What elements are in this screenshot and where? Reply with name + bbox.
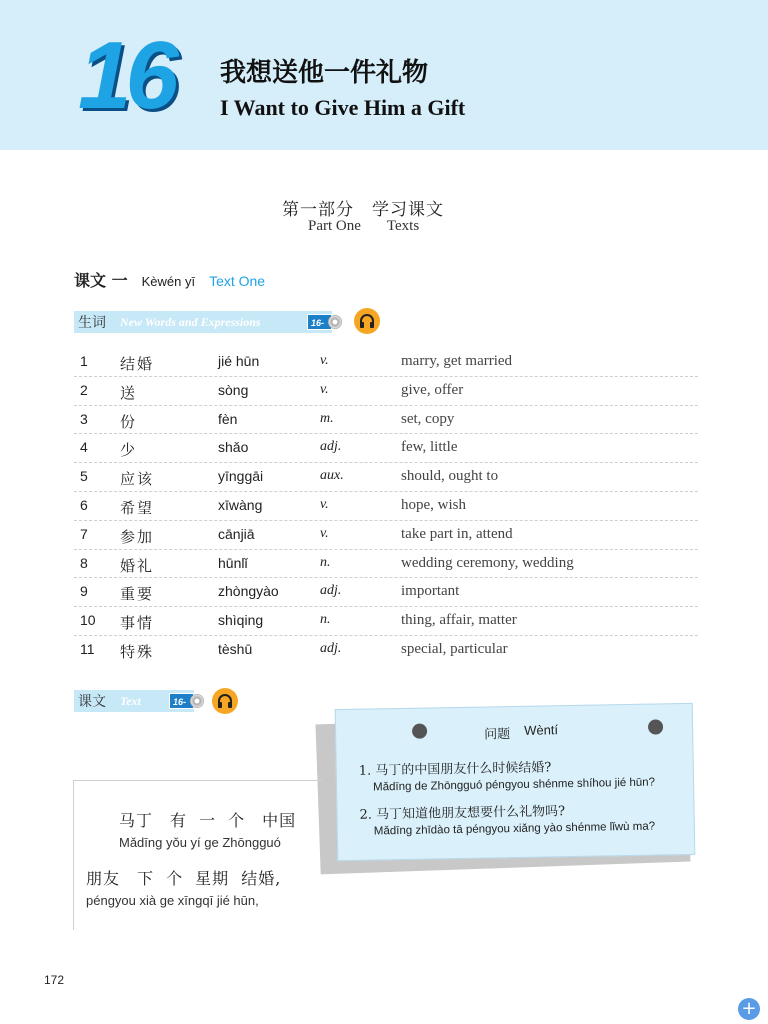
- vocab-meaning: special, particular: [401, 640, 508, 657]
- vocab-meaning: take part in, attend: [401, 525, 513, 542]
- vocab-pinyin: xīwàng: [218, 496, 263, 513]
- vocab-number: 7: [80, 525, 88, 542]
- vocab-number: 5: [80, 468, 88, 485]
- vocab-part-of-speech: m.: [320, 410, 334, 426]
- lesson-number: 16: [78, 22, 173, 129]
- vocab-pinyin: hūnlǐ: [218, 554, 248, 571]
- question-item: [359, 799, 655, 838]
- vocabulary-row: [74, 521, 698, 550]
- lesson-title-chinese: 我想送他一件礼物: [220, 58, 429, 88]
- question-chinese: 1. 马丁的中国朋友什么时候结婚?: [358, 760, 552, 779]
- vocab-number: 9: [80, 583, 88, 600]
- dialogue-line: [86, 866, 281, 908]
- vocab-number: 10: [80, 612, 96, 629]
- vocab-number: 2: [80, 381, 88, 398]
- vocabulary-row: [74, 636, 698, 665]
- vocab-part-of-speech: aux.: [320, 468, 344, 484]
- dialogue-chinese: 朋友 下 个 星期 结婚,: [86, 869, 282, 888]
- cd-icon: [328, 315, 342, 329]
- clock-icon: [412, 724, 427, 739]
- text-one-heading: [74, 268, 265, 291]
- vocab-word: 特殊: [120, 642, 155, 661]
- audio-track-badge[interactable]: 16-1: [307, 314, 332, 330]
- vocab-part-of-speech: n.: [320, 554, 331, 570]
- vocab-word: 少: [120, 441, 138, 460]
- part-title-chinese: 第一部分 学习课文: [282, 200, 444, 220]
- vocab-number: 3: [80, 410, 88, 427]
- vocab-pinyin: tèshū: [218, 640, 253, 657]
- headphones-icon[interactable]: [212, 688, 238, 714]
- vocab-word: 事情: [120, 614, 155, 633]
- question-pinyin: Mǎdīng zhīdào tā péngyou xiǎng yào shénme lǐwù ma?: [373, 820, 656, 838]
- cd-icon: [190, 694, 204, 708]
- vocab-pinyin: zhòngyào: [218, 583, 279, 600]
- vocabulary-row: [74, 463, 698, 492]
- text-english-label: Text: [120, 693, 141, 708]
- vocab-meaning: marry, get married: [401, 353, 513, 369]
- new-words-bar: [74, 311, 332, 344]
- question-item: [359, 755, 656, 794]
- vocab-number: 11: [80, 640, 95, 657]
- vocab-part-of-speech: n.: [320, 612, 331, 628]
- vocab-part-of-speech: v.: [320, 525, 329, 541]
- vocab-pinyin: shǎo: [218, 439, 249, 456]
- vocab-meaning: thing, affair, matter: [401, 612, 517, 629]
- dialogue-text: [73, 780, 323, 930]
- vocab-part-of-speech: adj.: [320, 583, 342, 599]
- vocabulary-table: [74, 348, 698, 665]
- vocab-pinyin: shìqing: [218, 612, 264, 629]
- vocabulary-row: [74, 406, 698, 435]
- text-label: 课文: [78, 694, 106, 710]
- add-button[interactable]: +: [738, 998, 760, 1020]
- questions-card: [335, 703, 696, 861]
- vocab-word: 份: [120, 412, 138, 431]
- questions-title-pinyin: Wèntí: [523, 722, 559, 738]
- question-chinese: 2. 马丁知道他朋友想要什么礼物吗?: [359, 804, 566, 823]
- vocabulary-row: [74, 550, 698, 579]
- vocab-meaning: wedding ceremony, wedding: [401, 554, 574, 571]
- vocab-meaning: hope, wish: [401, 496, 466, 513]
- vocabulary-row: [74, 348, 698, 377]
- lesson-header: [0, 0, 768, 150]
- page-number: 172: [44, 973, 65, 987]
- vocab-meaning: should, ought to: [401, 468, 499, 485]
- vocab-number: 4: [80, 439, 88, 456]
- lesson-title-english: I Want to Give Him a Gift: [220, 95, 466, 120]
- vocab-word: 参加: [120, 527, 155, 546]
- vocab-word: 婚礼: [120, 556, 155, 575]
- text-bar: [74, 690, 194, 723]
- vocab-part-of-speech: v.: [320, 353, 329, 368]
- vocab-pinyin: sòng: [218, 381, 249, 398]
- vocabulary-row: [74, 578, 698, 607]
- vocab-meaning: few, little: [401, 439, 458, 456]
- vocabulary-row: [74, 377, 698, 406]
- questions-title: [484, 722, 558, 742]
- vocab-pinyin: jié hūn: [218, 353, 260, 369]
- vocab-part-of-speech: v.: [320, 496, 329, 512]
- questions-title-chinese: 问题: [484, 727, 511, 743]
- vocab-word: 应该: [120, 470, 155, 489]
- vocab-part-of-speech: adj.: [320, 439, 342, 455]
- vocab-part-of-speech: adj.: [320, 640, 342, 656]
- vocab-pinyin: yīnggāi: [218, 468, 264, 485]
- text-one-pinyin: Kèwén yī: [141, 274, 196, 289]
- part-label: Part One: [308, 218, 361, 234]
- dialogue-pinyin: péngyou xià ge xīngqī jié hūn,: [86, 893, 259, 908]
- vocab-number: 6: [80, 496, 88, 513]
- new-words-english-label: New Words and Expressions: [120, 314, 261, 329]
- vocab-word: 送: [120, 383, 138, 402]
- vocab-part-of-speech: v.: [320, 381, 329, 397]
- new-words-label: 生词: [78, 315, 106, 331]
- vocab-meaning: important: [401, 583, 460, 600]
- vocab-pinyin: cānjiā: [218, 525, 255, 542]
- text-one-chinese: 课文 一: [74, 271, 128, 290]
- audio-track-badge[interactable]: 16-2: [169, 693, 194, 709]
- vocabulary-row: [74, 434, 698, 463]
- vocab-number: 1: [80, 353, 88, 369]
- texts-label: Texts: [386, 218, 420, 234]
- dialogue-pinyin: Mǎdīng yǒu yí ge Zhōngguó: [119, 835, 281, 850]
- vocab-pinyin: fèn: [218, 410, 238, 427]
- compass-icon: [648, 719, 663, 734]
- headphones-icon[interactable]: [354, 308, 380, 334]
- vocabulary-row: [74, 607, 698, 636]
- dialogue-line: [119, 808, 296, 850]
- vocab-word: 结婚: [120, 355, 155, 373]
- part-title-english: [308, 218, 445, 235]
- vocab-meaning: give, offer: [401, 381, 464, 398]
- vocab-word: 希望: [120, 498, 155, 517]
- question-pinyin: Mǎdīng de Zhōngguó péngyou shénme shíhou jié hūn?: [372, 776, 656, 794]
- vocab-number: 8: [80, 554, 88, 571]
- vocabulary-row: [74, 492, 698, 521]
- text-one-english: Text One: [209, 273, 266, 289]
- vocab-word: 重要: [120, 585, 155, 604]
- vocab-meaning: set, copy: [401, 410, 455, 427]
- dialogue-chinese: 马丁 有 一 个 中国: [119, 811, 297, 830]
